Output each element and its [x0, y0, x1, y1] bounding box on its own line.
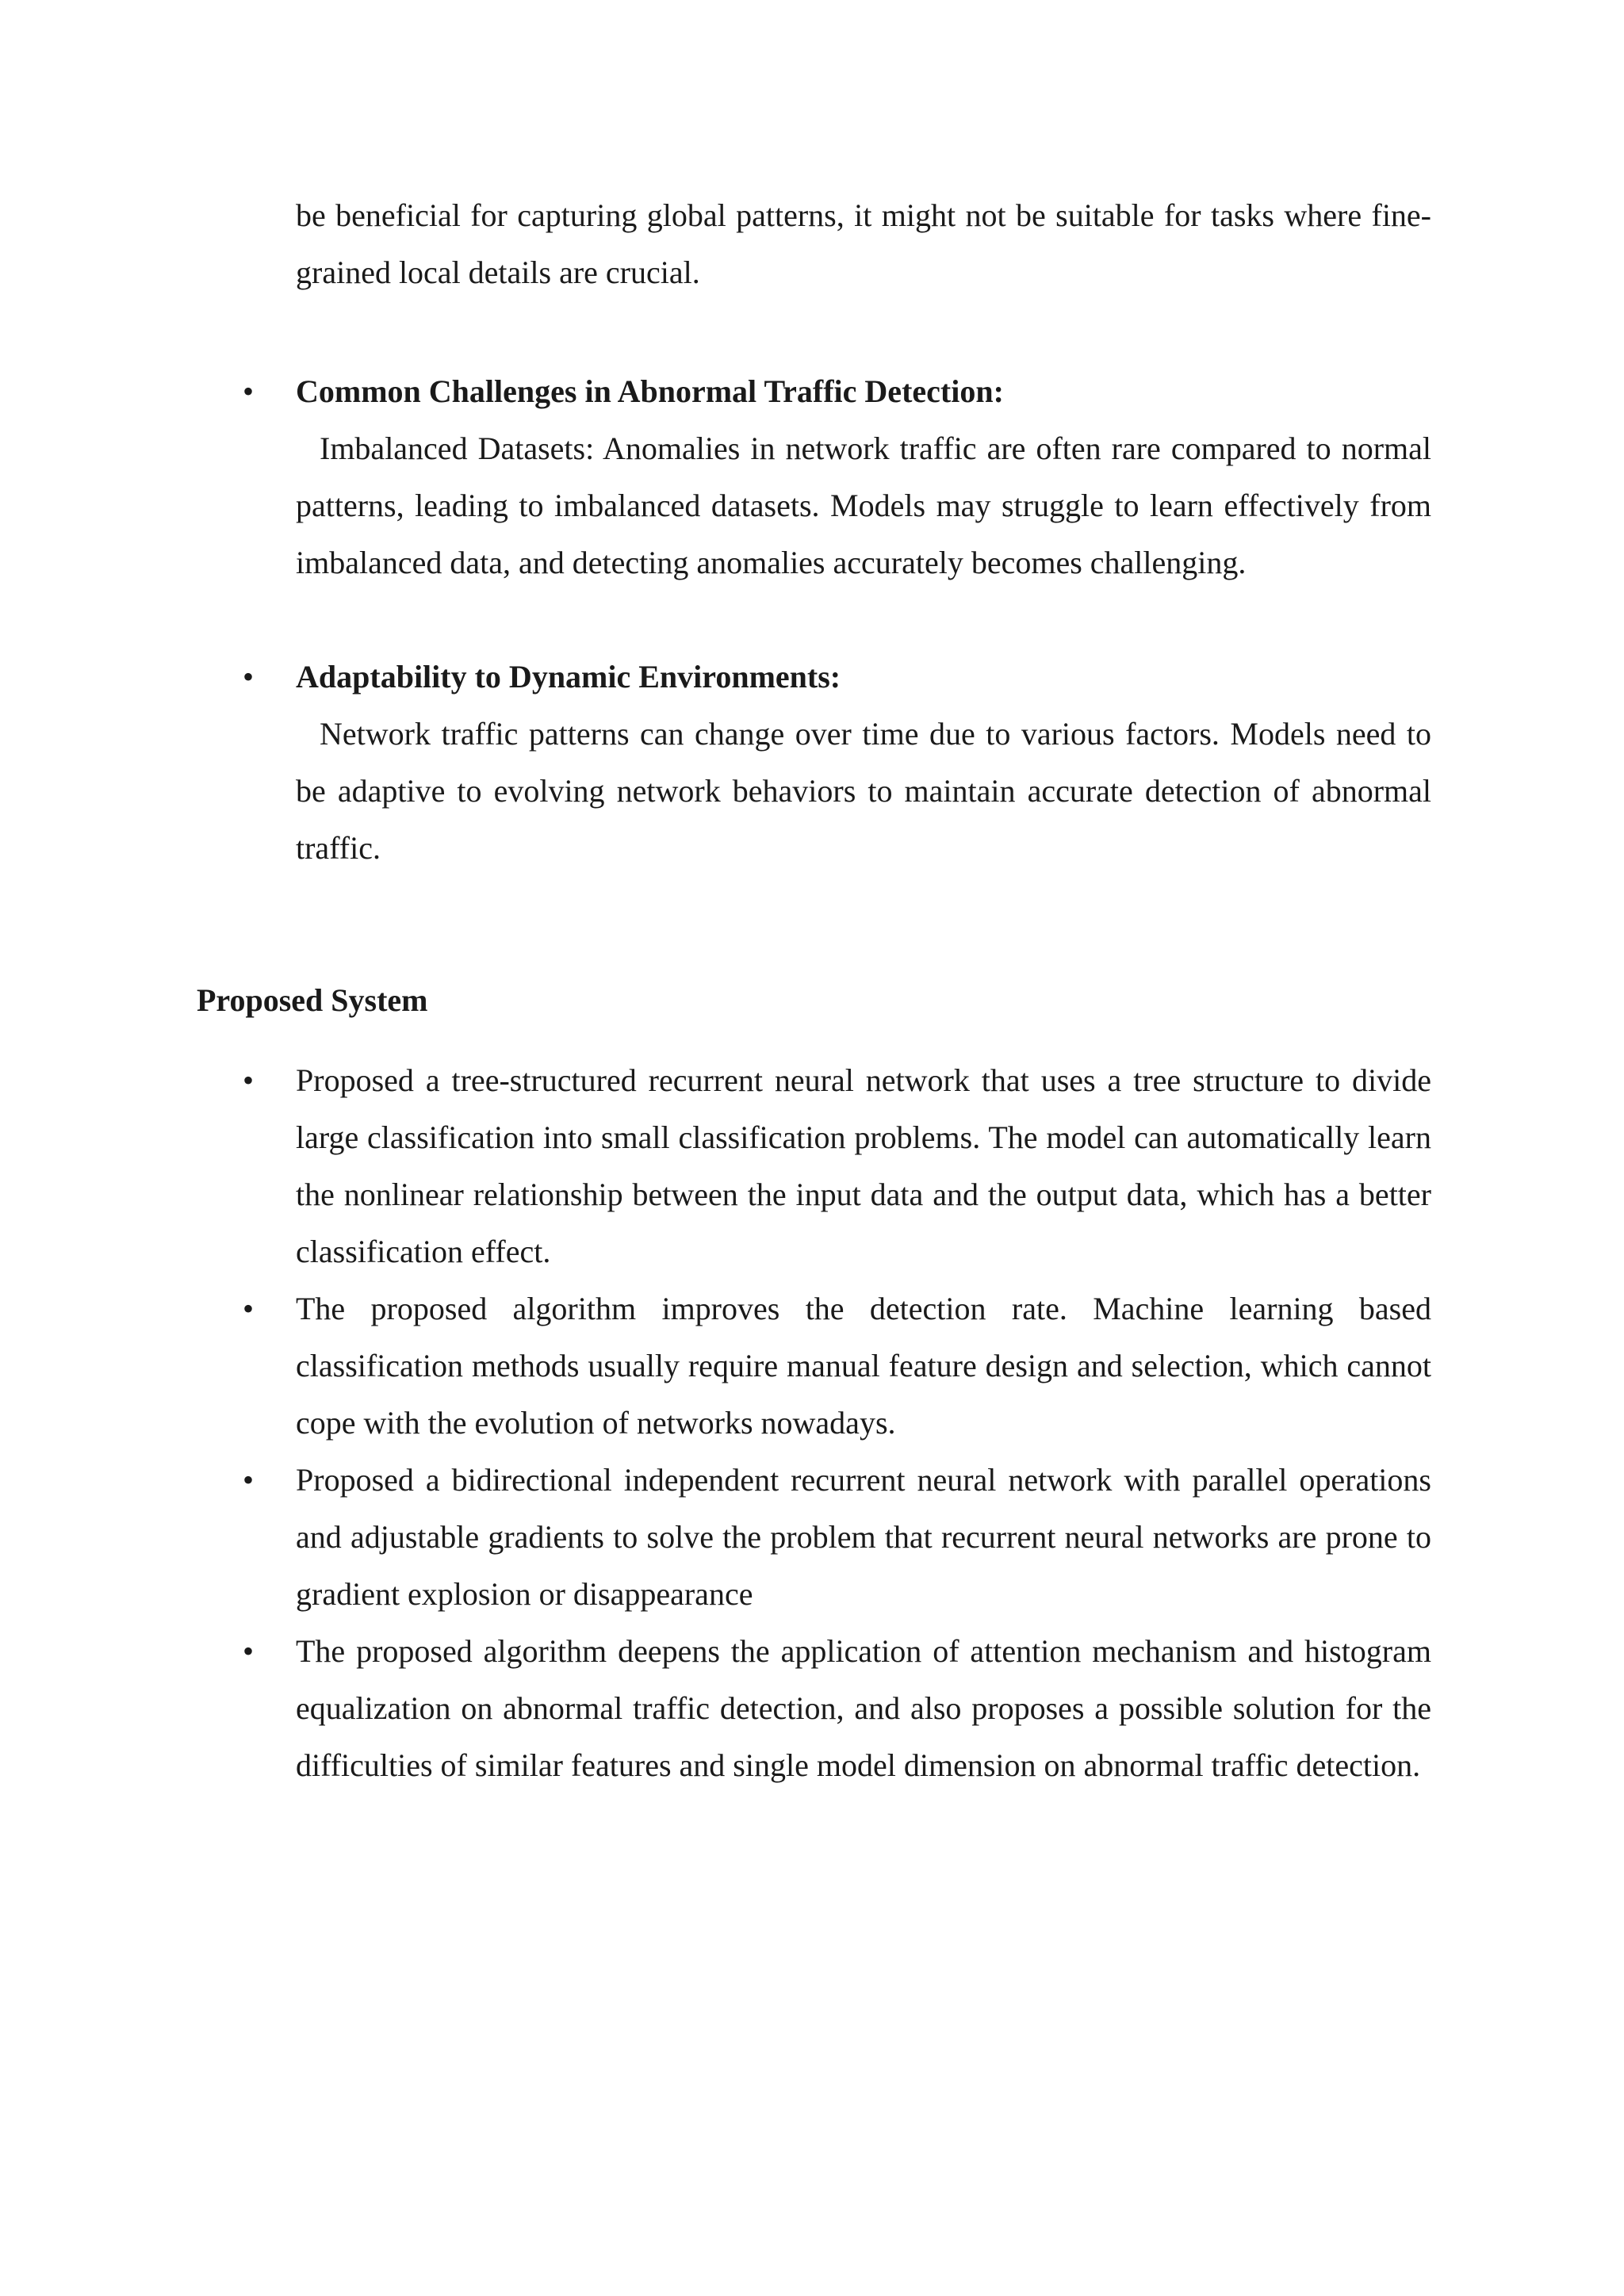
bullet-proposed-3: • — [243, 1462, 255, 1498]
bullet-challenge-2: • — [243, 659, 255, 695]
proposed-item-2: The proposed algorithm improves the detection rate. Machine learning based classification methods usually require manual feature design and selection, which cannot cope with the evolution of networks nowadays. — [296, 1291, 1431, 1441]
challenge-2-heading: Adaptability to Dynamic Environments: — [296, 659, 841, 695]
challenge-2-body: Network traffic patterns can change over time due to various factors. Models need to be adaptive to evolving network behaviors to maintain accurate detection of abnormal traffic. — [296, 716, 1431, 866]
challenge-1-body: Imbalanced Datasets: Anomalies in network traffic are often rare compared to normal patterns, leading to imbalanced datasets. Models may struggle to learn effectively from imbalanced data, and detecting anomalies accurately becomes challenging. — [296, 430, 1431, 580]
bullet-proposed-2: • — [243, 1291, 255, 1326]
bullet-proposed-4: • — [243, 1633, 255, 1669]
bullet-challenge-1: • — [243, 373, 255, 409]
challenge-1-heading: Common Challenges in Abnormal Traffic Detection: — [296, 373, 1004, 409]
proposed-item-1: Proposed a tree-structured recurrent neural network that uses a tree structure to divide large classification into small classification problems. The model can automatically learn the nonlinear relationship between the input data and the output data, which has a better classification effect. — [296, 1062, 1431, 1269]
proposed-item-4: The proposed algorithm deepens the application of attention mechanism and histogram equalization on abnormal traffic detection, and also proposes a possible solution for the difficulties of similar features and single model dimension on abnormal traffic detection. — [296, 1633, 1431, 1783]
bullet-proposed-1: • — [243, 1062, 255, 1098]
proposed-item-3: Proposed a bidirectional independent recurrent neural network with parallel operations and adjustable gradients to solve the problem that recurrent neural networks are prone to gradient explosion or disappearance — [296, 1462, 1431, 1612]
continuation-paragraph: be beneficial for capturing global patterns, it might not be suitable for tasks where fine-grained local details are crucial. — [296, 197, 1431, 290]
proposed-system-heading: Proposed System — [197, 982, 428, 1018]
